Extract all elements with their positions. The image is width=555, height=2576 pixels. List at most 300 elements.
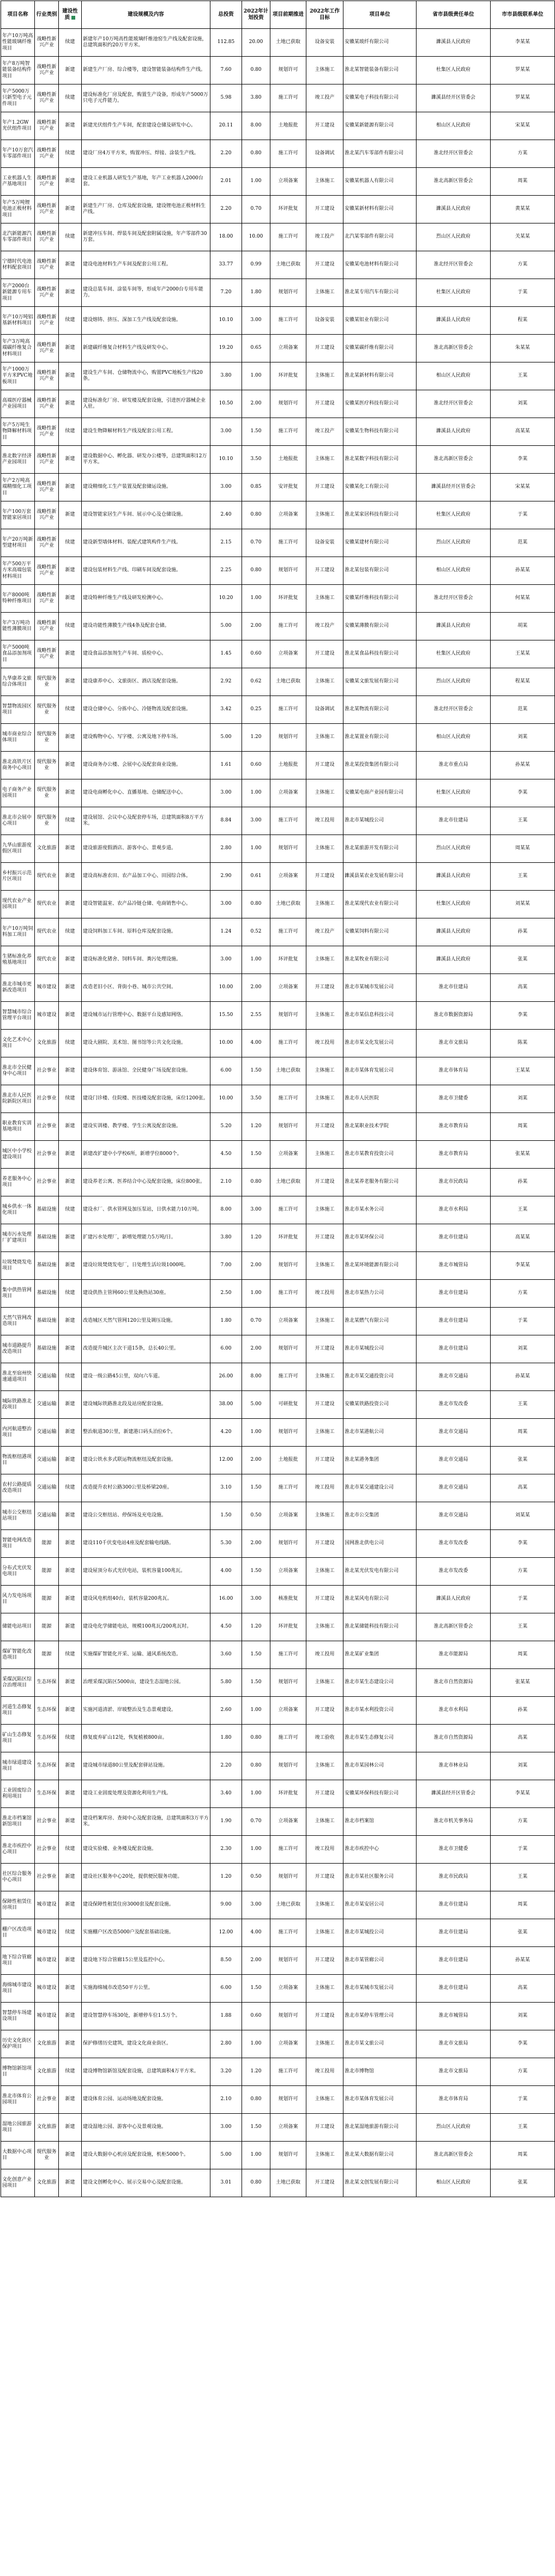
table-cell: 城市商业综合体项目 (1, 724, 35, 752)
table-cell: 现代服务业 (35, 752, 59, 779)
table-cell: 相山区人民政府 (417, 112, 491, 140)
table-cell: 战略性新兴产业 (35, 501, 59, 529)
table-cell: 淮北高新区管委会 (417, 2142, 491, 2169)
table-cell: 20.11 (210, 112, 242, 140)
table-cell: 安评批复 (270, 474, 306, 501)
table-cell: 10.50 (210, 390, 242, 418)
table-cell: 10.00 (210, 1030, 242, 1057)
table-cell: 环评批复 (270, 946, 306, 974)
table-cell: 淮北高新区管委会 (417, 168, 491, 196)
table-cell: 淮北市发改委 (417, 1391, 491, 1419)
table-cell: 建设湿地公园、游客中心及景观设施。 (82, 2114, 210, 2142)
table-cell: 0.70 (242, 529, 270, 557)
table-cell: 建设垃圾焚烧发电厂，日处理生活垃圾1000吨。 (82, 1252, 210, 1280)
table-cell: 0.70 (242, 196, 270, 223)
table-cell: 战略性新兴产业 (35, 640, 59, 668)
table-cell: 建设文创孵化中心、展示交易中心及配套设施。 (82, 2169, 210, 2197)
table-cell: 建设精细化工生产装置及配套储运设施。 (82, 474, 210, 501)
table-cell: 建设供热主管网60公里及换热站30座。 (82, 1280, 210, 1308)
table-cell: 施工许可 (270, 1919, 306, 1947)
table-cell: 0.85 (242, 474, 270, 501)
table-cell: 建设养老公寓、医养结合中心及配套设施，床位800张。 (82, 1169, 210, 1196)
table-cell: 淮北某养老服务有限公司 (343, 1169, 417, 1196)
table-cell: 3.20 (210, 2058, 242, 2086)
table-row (1, 1363, 555, 1391)
table-cell: 规划许可 (270, 279, 306, 307)
table-cell: 土地已获取 (270, 1891, 306, 1919)
table-cell: 河道生态修复项目 (1, 1697, 35, 1725)
table-cell: 煤矿智能化改造项目 (1, 1641, 35, 1669)
table-cell: 主体施工 (306, 946, 343, 974)
table-cell: 现代服务业 (35, 779, 59, 807)
table-cell: 李某 (491, 2030, 555, 2058)
table-cell: 淮北市住建局 (417, 974, 491, 1002)
table-cell: 淮北某包装有限公司 (343, 557, 417, 585)
table-cell: 3.00 (210, 474, 242, 501)
table-cell: 新建 (59, 2142, 82, 2169)
table-cell: 主体施工 (306, 2086, 343, 2114)
table-cell: 王某 (491, 1391, 555, 1419)
table-cell: 新建 (59, 1947, 82, 1975)
table-row (1, 1335, 555, 1363)
table-cell: 1.00 (242, 2142, 270, 2169)
table-cell: 王某某 (491, 640, 555, 668)
table-cell: 淮北某数字科技有限公司 (343, 446, 417, 474)
table-cell: 城市建设 (35, 1002, 59, 1030)
table-cell: 安徽某生物科技有限公司 (343, 418, 417, 446)
table-cell: 淮北市教育局 (417, 1113, 491, 1141)
table-cell: 1.20 (210, 1864, 242, 1891)
table-cell: 安徽某机器人有限公司 (343, 168, 417, 196)
table-cell: 施工许可 (270, 1641, 306, 1669)
table-cell: 开工建设 (306, 112, 343, 140)
table-cell: 土地已获取 (270, 1057, 306, 1085)
table-cell: 王某 (491, 1613, 555, 1641)
table-cell: 规划许可 (270, 835, 306, 863)
table-cell: 城际铁路淮北段项目 (1, 1391, 35, 1419)
table-cell: 生态环保 (35, 1697, 59, 1725)
table-cell: 交通运输 (35, 1474, 59, 1502)
table-cell: 0.80 (242, 1725, 270, 1752)
table-cell: 建设数据中心、孵化器、研发办公楼等，总建筑面积12万平方米。 (82, 446, 210, 474)
table-cell: 4.00 (242, 1919, 270, 1947)
filter-icon[interactable] (71, 16, 75, 20)
table-cell: 农村公路提质改造项目 (1, 1474, 35, 1502)
table-row (1, 1419, 555, 1447)
table-cell: 烈山区人民政府 (417, 668, 491, 696)
table-cell: 淮北某新材料有限公司 (343, 362, 417, 390)
table-cell: 新建 (59, 1308, 82, 1335)
table-cell: 建设体育馆、游泳馆、全民健身广场及配套设施。 (82, 1057, 210, 1085)
table-cell: 方某 (491, 251, 555, 279)
table-row (1, 501, 555, 529)
table-row (1, 418, 555, 446)
table-cell: 开工建设 (306, 1169, 343, 1196)
table-cell: 立项备案 (270, 1808, 306, 1836)
table-cell: 濉溪县人民政府 (417, 307, 491, 335)
table-cell: 3.10 (210, 1474, 242, 1502)
table-cell: 陈某 (491, 1030, 555, 1057)
table-cell: 烈山区人民政府 (417, 835, 491, 863)
table-cell: 主体施工 (306, 1808, 343, 1836)
table-row (1, 946, 555, 974)
table-cell: 土地报批 (270, 446, 306, 474)
table-cell: 王某 (491, 1196, 555, 1224)
table-cell: 主体施工 (306, 1002, 343, 1030)
table-cell: 淮北经开区管委会 (417, 390, 491, 418)
table-cell: 王某 (491, 863, 555, 891)
table-cell: 续建 (59, 1030, 82, 1057)
table-cell: 建设生物降解材料生产线及配套公用工程。 (82, 418, 210, 446)
table-cell: 于某 (491, 279, 555, 307)
table-cell: 立项备案 (270, 1558, 306, 1586)
table-row (1, 891, 555, 918)
table-cell: 采煤沉陷区综合治理项目 (1, 1669, 35, 1697)
table-cell: 建设生产车间、仓储物流中心，购置PVC地板生产线20条。 (82, 362, 210, 390)
header-cell: 总投资 (210, 1, 242, 29)
table-cell: 九华山旅游度假区项目 (1, 835, 35, 863)
table-cell: 建设熔铸、挤压、深加工生产线及配套设施。 (82, 307, 210, 335)
table-cell: 年产2000台新能源专用车项目 (1, 279, 35, 307)
table-cell: 新建 (59, 1891, 82, 1919)
table-cell: 战略性新兴产业 (35, 57, 59, 84)
table-cell: 施工许可 (270, 1474, 306, 1502)
table-cell: 竣工投用 (306, 1836, 343, 1864)
table-cell: 土地已获取 (270, 891, 306, 918)
table-cell: 4.00 (210, 1558, 242, 1586)
header-cell: 行业类别 (35, 1, 59, 29)
table-cell: 建设旅游度假酒店、游客中心、景观步道。 (82, 835, 210, 863)
table-cell: 淮北市卫健委 (417, 1836, 491, 1864)
table-cell: 施工许可 (270, 529, 306, 557)
table-cell: 高某某 (491, 418, 555, 446)
table-cell: 淮北市某园林公司 (343, 1752, 417, 1780)
table-cell: 战略性新兴产业 (35, 84, 59, 112)
table-row (1, 1613, 555, 1641)
table-cell: 淮北市某体育发展公司 (343, 1057, 417, 1085)
table-cell: 建设标准化厂房、研发楼及配套设施，引进医疗器械企业入驻。 (82, 390, 210, 418)
table-cell: 1.00 (242, 2030, 270, 2058)
table-cell: 6.00 (210, 1975, 242, 2003)
table-cell: 主体施工 (306, 1308, 343, 1335)
table-cell: 竣工投用 (306, 2058, 343, 2086)
table-cell: 土地已获取 (270, 1169, 306, 1196)
table-cell: 淮北某投资集团有限公司 (343, 752, 417, 779)
table-cell: 主体施工 (306, 1085, 343, 1113)
table-cell: 孙某某 (491, 1363, 555, 1391)
table-cell: 淮北市卫健委 (417, 1085, 491, 1113)
table-cell: 淮北市某热力公司 (343, 1280, 417, 1308)
table-cell: 现代服务业 (35, 724, 59, 752)
table-row (1, 112, 555, 140)
table-cell: 建设一级公路45公里，双向六车道。 (82, 1363, 210, 1391)
table-cell: 1.50 (242, 2114, 270, 2142)
table-cell: 新建 (59, 1224, 82, 1252)
table-cell: 文化旅游 (35, 1030, 59, 1057)
table-cell: 淮北高新区管委会 (417, 335, 491, 362)
table-cell: 智慧物流园区项目 (1, 696, 35, 724)
table-row (1, 779, 555, 807)
table-row (1, 752, 555, 779)
table-cell: 立项备案 (270, 1141, 306, 1169)
table-cell: 黄某某 (491, 196, 555, 223)
table-cell: 城区中小学校建设项目 (1, 1141, 35, 1169)
table-cell: 何某某 (491, 585, 555, 613)
table-cell: 基础设施 (35, 1335, 59, 1363)
table-cell: 核准批复 (270, 1586, 306, 1613)
table-cell: 孙某 (491, 1169, 555, 1196)
table-cell: 智慧停车场建设项目 (1, 2003, 35, 2030)
header-cell: 项目前期推进 (270, 1, 306, 29)
table-cell: 淮北市某城投公司 (343, 807, 417, 835)
table-cell: 孙某 (491, 918, 555, 946)
table-cell: 相山区人民政府 (417, 724, 491, 752)
table-cell: 建设饲料加工车间、原料仓库及配套设施。 (82, 918, 210, 946)
table-cell: 城市公交枢纽站项目 (1, 1502, 35, 1530)
table-cell: 新建冲压车间、焊装车间及配套附属设施，年产零部件30万套。 (82, 223, 210, 251)
table-cell: 战略性新兴产业 (35, 223, 59, 251)
table-cell: 新建 (59, 557, 82, 585)
table-cell: 淮北市林业局 (417, 1752, 491, 1780)
table-cell: 新建 (59, 2086, 82, 2114)
table-cell: 文化旅游 (35, 2169, 59, 2197)
table-cell: 0.60 (242, 640, 270, 668)
table-cell: 生态环保 (35, 1780, 59, 1808)
table-cell: 3.40 (210, 1780, 242, 1808)
table-cell: 年产2万吨高端精细化工项目 (1, 474, 35, 501)
table-cell: 建设电化学储能电站，规模100兆瓦/200兆瓦时。 (82, 1613, 210, 1641)
table-cell: 基础设施 (35, 1224, 59, 1252)
table-cell: 战略性新兴产业 (35, 251, 59, 279)
table-cell: 新建 (59, 1057, 82, 1085)
table-cell: 竣工投用 (306, 1474, 343, 1502)
table-cell: 竣工投产 (306, 918, 343, 946)
table-cell: 改造提升城区主次干道15条，总长40公里。 (82, 1335, 210, 1363)
table-cell: 淮北某智能装备有限公司 (343, 57, 417, 84)
table-cell: 新建 (59, 1002, 82, 1030)
table-cell: 3.00 (210, 2114, 242, 2142)
table-cell: 孙某某 (491, 752, 555, 779)
table-cell: 淮北市文旅局 (417, 1030, 491, 1057)
table-cell: 相山区人民政府 (417, 557, 491, 585)
table-cell: 生猪标准化养殖基地项目 (1, 946, 35, 974)
table-cell: 安徽某新能源有限公司 (343, 112, 417, 140)
table-cell: 淮北市博物馆 (343, 2058, 417, 2086)
table-cell: 保障性租赁住房项目 (1, 1891, 35, 1919)
table-cell: 环评批复 (270, 1780, 306, 1808)
table-cell: 淮北某大数据有限公司 (343, 2142, 417, 2169)
table-cell: 范某 (491, 696, 555, 724)
table-cell: 新建 (59, 1780, 82, 1808)
table-cell: 建设屋顶分布式光伏电站，装机容量100兆瓦。 (82, 1558, 210, 1586)
table-cell: 淮北市机关事务局 (417, 1808, 491, 1836)
table-cell: 新建 (59, 168, 82, 196)
table-row (1, 1752, 555, 1780)
table-cell: 濉溪县人民政府 (417, 29, 491, 57)
table-cell: 建设门诊楼、住院楼、医技楼及配套设施，床位1200张。 (82, 1085, 210, 1113)
table-cell: 安徽某饲料有限公司 (343, 918, 417, 946)
table-cell: 战略性新兴产业 (35, 613, 59, 640)
table-cell: 2.10 (210, 1169, 242, 1196)
table-cell: 城市建设 (35, 1891, 59, 1919)
table-cell: 年产8000吨特种纤维项目 (1, 585, 35, 613)
table-cell: 立项备案 (270, 1975, 306, 2003)
table-cell: 濉溪县人民政府 (417, 863, 491, 891)
table-cell: 新建 (59, 724, 82, 752)
table-cell: 3.00 (210, 418, 242, 446)
table-cell: 新建 (59, 2114, 82, 2142)
table-row (1, 807, 555, 835)
table-cell: 淮北某职业技术学院 (343, 1113, 417, 1141)
table-cell: 立项备案 (270, 1502, 306, 1530)
table-cell: 5.00 (242, 1391, 270, 1419)
table-cell: 淮北市档案馆新馆项目 (1, 1808, 35, 1836)
table-cell: 海绵城市建设项目 (1, 1975, 35, 2003)
table-cell: 现代农业 (35, 918, 59, 946)
table-cell: 续建 (59, 2058, 82, 2086)
table-cell: 开工建设 (306, 2003, 343, 2030)
table-cell: 1.80 (242, 279, 270, 307)
header-cell: 建设规模及内容 (82, 1, 210, 29)
table-cell: 9.00 (210, 1891, 242, 1919)
table-cell: 刘某 (491, 1752, 555, 1780)
table-cell: 孙某某 (491, 1947, 555, 1975)
table-cell: 淮北市某安居公司 (343, 1891, 417, 1919)
table-cell: 淮北市住建局 (417, 1280, 491, 1308)
table-cell: 开工建设 (306, 1391, 343, 1419)
table-cell: 淮北市住建局 (417, 1975, 491, 2003)
table-cell: 新建 (59, 1586, 82, 1613)
table-cell: 范某 (491, 529, 555, 557)
table-cell: 建设工业固废处理及资源化利用生产线。 (82, 1780, 210, 1808)
table-cell: 2.40 (210, 501, 242, 529)
table-cell: 文化创意产业园项目 (1, 2169, 35, 2197)
table-cell: 续建 (59, 613, 82, 640)
table-cell: 能源 (35, 1586, 59, 1613)
table-cell: 主体施工 (306, 2142, 343, 2169)
table-cell: 战略性新兴产业 (35, 474, 59, 501)
table-cell: 3.60 (210, 1641, 242, 1669)
table-row (1, 1864, 555, 1891)
table-cell: 新建 (59, 1141, 82, 1169)
table-cell: 建设地下综合管廊15公里及监控中心。 (82, 1947, 210, 1975)
table-cell: 安徽某环保科技有限公司 (343, 1780, 417, 1808)
table-cell: 1.20 (242, 2058, 270, 2086)
table-cell: 开工建设 (306, 1530, 343, 1558)
table-cell: 12.00 (210, 1919, 242, 1947)
table-cell: 土地报批 (270, 112, 306, 140)
table-row (1, 1030, 555, 1057)
table-row (1, 251, 555, 279)
table-cell: 安徽某碳纤维有限公司 (343, 335, 417, 362)
table-cell: 安徽某电池材料有限公司 (343, 251, 417, 279)
table-cell: 5.20 (210, 1113, 242, 1141)
table-cell: 改造老旧小区、背街小巷、城市公共空间。 (82, 974, 210, 1002)
table-cell: 施工许可 (270, 1085, 306, 1113)
table-cell: 1.00 (242, 1836, 270, 1864)
table-cell: 开工建设 (306, 390, 343, 418)
table-cell: 1.00 (242, 946, 270, 974)
table-cell: 交通运输 (35, 1419, 59, 1447)
table-cell: 刘某 (491, 1335, 555, 1363)
table-cell: 土地报批 (270, 752, 306, 779)
table-cell: 竣工投产 (306, 613, 343, 640)
table-cell: 程某 (491, 307, 555, 335)
table-cell: 治理采煤沉陷区5000亩，建设生态湿地公园。 (82, 1669, 210, 1697)
table-cell: 主体施工 (306, 724, 343, 752)
table-cell: 淮北市体育局 (417, 2086, 491, 2114)
table-cell: 2.01 (210, 168, 242, 196)
table-cell: 开工建设 (306, 1947, 343, 1975)
table-cell: 新建 (59, 251, 82, 279)
table-cell: 安徽某医疗科技有限公司 (343, 390, 417, 418)
table-cell: 淮北市某生态建设公司 (343, 1669, 417, 1697)
table-cell: 交通运输 (35, 1502, 59, 1530)
table-cell: 张某 (491, 1919, 555, 1947)
table-cell: 天然气管网改造项目 (1, 1308, 35, 1335)
table-cell: 淮北市住建局 (417, 1224, 491, 1252)
table-cell: 0.80 (242, 2086, 270, 2114)
table-cell: 施工许可 (270, 140, 306, 168)
table-cell: 续建 (59, 1836, 82, 1864)
table-cell: 竣工投产 (306, 223, 343, 251)
table-cell: 1.45 (210, 640, 242, 668)
table-cell: 开工建设 (306, 2169, 343, 2197)
table-cell: 濉溪县人民政府 (417, 418, 491, 446)
table-cell: 续建 (59, 1196, 82, 1224)
table-cell: 0.70 (242, 1308, 270, 1335)
table-cell: 安徽某新材料有限公司 (343, 196, 417, 223)
table-cell: 社会事业 (35, 1836, 59, 1864)
table-cell: 2.00 (242, 1447, 270, 1474)
table-cell: 16.00 (210, 1586, 242, 1613)
table-cell: 方某 (491, 140, 555, 168)
table-row (1, 1474, 555, 1502)
table-cell: 基础设施 (35, 1252, 59, 1280)
table-row (1, 1252, 555, 1280)
table-cell: 规划许可 (270, 2003, 306, 2030)
table-cell: 5.00 (210, 613, 242, 640)
table-cell: 施工许可 (270, 807, 306, 835)
table-cell: 淮北市体育局 (417, 1057, 491, 1085)
table-cell: 主体施工 (306, 279, 343, 307)
table-cell: 续建 (59, 807, 82, 835)
table-cell: 高某 (491, 1474, 555, 1502)
table-cell: 养老服务中心项目 (1, 1169, 35, 1196)
table-cell: 新建 (59, 1613, 82, 1641)
table-row (1, 1280, 555, 1308)
table-cell: 智能电网改造项目 (1, 1530, 35, 1558)
table-cell: 淮北市某信息科技公司 (343, 1002, 417, 1030)
table-cell: 规划许可 (270, 57, 306, 84)
table-cell: 淮北市住建局 (417, 1919, 491, 1947)
table-cell: 主体施工 (306, 362, 343, 390)
table-cell: 王某 (491, 362, 555, 390)
table-cell: 淮北市疾控中心 (343, 1836, 417, 1864)
table-cell: 战略性新兴产业 (35, 418, 59, 446)
table-cell: 规划许可 (270, 1002, 306, 1030)
table-cell: 施工许可 (270, 1836, 306, 1864)
table-cell: 历史文化街区保护项目 (1, 2030, 35, 2058)
table-row (1, 1002, 555, 1030)
table-cell: 规划许可 (270, 1669, 306, 1697)
table-cell: 2.60 (210, 1697, 242, 1725)
table-cell: 杜集区人民政府 (417, 779, 491, 807)
table-cell: 新建 (59, 446, 82, 474)
table-cell: 2.00 (242, 1530, 270, 1558)
table-cell: 张某 (491, 2169, 555, 2197)
table-cell: 扩建污水处理厂，新增处理能力5万吨/日。 (82, 1224, 210, 1252)
